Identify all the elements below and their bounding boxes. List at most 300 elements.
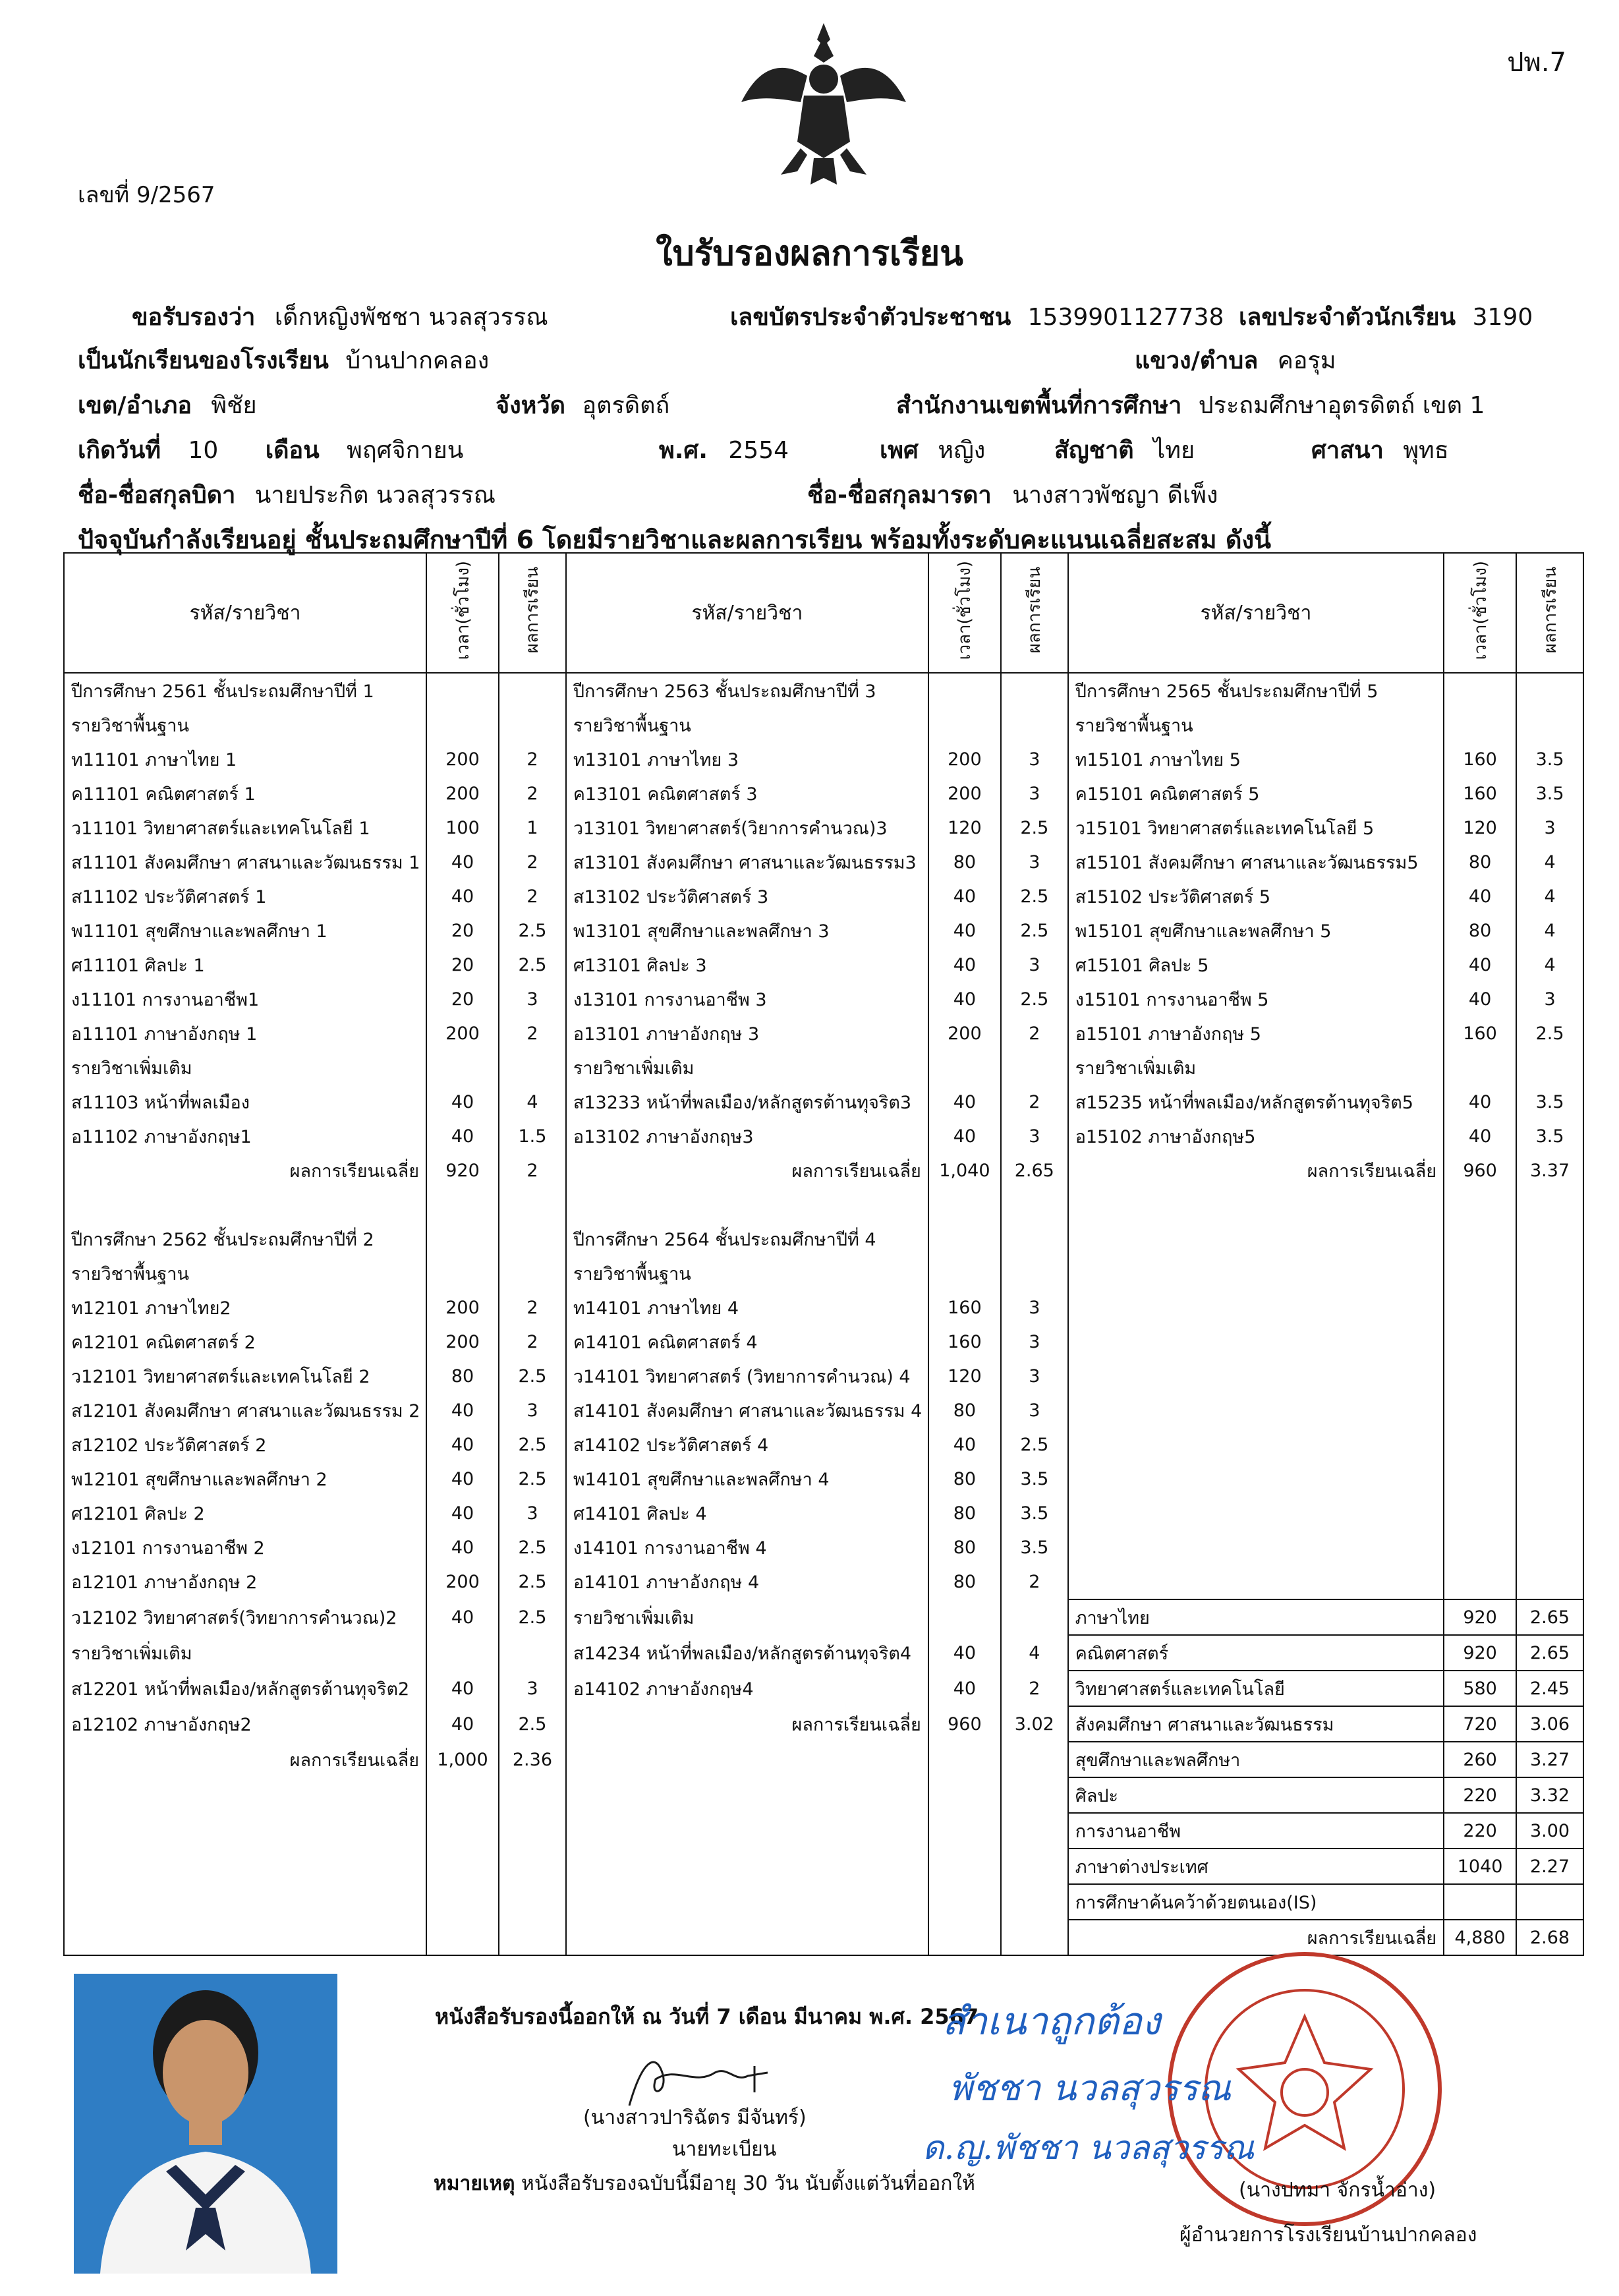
subject-cell: ภาษาไทย bbox=[1068, 1599, 1444, 1635]
subject-cell: อ11102 ภาษาอังกฤษ1 bbox=[64, 1119, 426, 1153]
hours-cell: 40 bbox=[426, 1085, 499, 1119]
hours-cell: 200 bbox=[928, 1016, 1001, 1050]
handwriting-line-2: พัชชา นวลสุวรรณ bbox=[949, 2067, 1232, 2109]
hours-cell: 40 bbox=[1444, 1119, 1516, 1153]
hours-cell: 120 bbox=[928, 1359, 1001, 1393]
subject-cell bbox=[1068, 1427, 1444, 1462]
header-grade-2: ผลการเรียน bbox=[1001, 553, 1068, 673]
grade-cell: 3 bbox=[1001, 742, 1068, 776]
subject-cell bbox=[1068, 1530, 1444, 1564]
hours-cell: 960 bbox=[1444, 1153, 1516, 1188]
grade-cell bbox=[1516, 1393, 1583, 1427]
subject-cell bbox=[566, 1920, 928, 1955]
office-label: สำนักงานเขตพื้นที่การศึกษา bbox=[896, 392, 1182, 419]
hours-cell: 40 bbox=[928, 1671, 1001, 1706]
hours-cell bbox=[1444, 673, 1516, 708]
subject-cell: ส14102 ประวัติศาสตร์ 4 bbox=[566, 1427, 928, 1462]
grade-cell bbox=[1001, 708, 1068, 742]
grade-cell: 2.5 bbox=[499, 1462, 566, 1496]
grade-cell: 2 bbox=[499, 742, 566, 776]
table-row bbox=[64, 1671, 1583, 1706]
table-row bbox=[64, 742, 1583, 776]
hours-cell: 1,040 bbox=[928, 1153, 1001, 1188]
grade-cell: 4 bbox=[1001, 1635, 1068, 1671]
subdistrict-row bbox=[1135, 341, 1336, 379]
province-row bbox=[496, 386, 669, 424]
subject-cell: อ13102 ภาษาอังกฤษ3 bbox=[566, 1119, 928, 1153]
hours-cell: 160 bbox=[1444, 1016, 1516, 1050]
hours-cell: 80 bbox=[1444, 845, 1516, 879]
subject-cell: ท13101 ภาษาไทย 3 bbox=[566, 742, 928, 776]
subject-cell: อ14102 ภาษาอังกฤษ4 bbox=[566, 1671, 928, 1706]
hours-cell bbox=[928, 1599, 1001, 1635]
subject-cell: ส12201 หน้าที่พลเมือง/หลักสูตรต้านทุจริต2 bbox=[64, 1671, 426, 1706]
subject-cell: ท15101 ภาษาไทย 5 bbox=[1068, 742, 1444, 776]
hours-cell: 100 bbox=[426, 811, 499, 845]
subject-cell: รายวิชาเพิ่มเติม bbox=[64, 1635, 426, 1671]
mother-label: ชื่อ-ชื่อสกุลมารดา bbox=[807, 482, 992, 509]
grade-cell: 3.06 bbox=[1516, 1706, 1583, 1742]
subject-cell bbox=[1068, 1393, 1444, 1427]
grade-cell: 2.5 bbox=[499, 913, 566, 948]
subject-cell: ผลการเรียนเฉลี่ย bbox=[1068, 1153, 1444, 1188]
subject-cell: ปีการศึกษา 2564 ชั้นประถมศึกษาปีที่ 4 bbox=[566, 1222, 928, 1256]
grade-cell bbox=[499, 1050, 566, 1085]
table-row bbox=[64, 845, 1583, 879]
grade-cell bbox=[1516, 1290, 1583, 1325]
grade-cell: 2.5 bbox=[499, 1427, 566, 1462]
grade-cell: 3 bbox=[1001, 1119, 1068, 1153]
hours-cell bbox=[1444, 1290, 1516, 1325]
subject-cell bbox=[64, 1813, 426, 1849]
religion-value: พุทธ bbox=[1403, 437, 1449, 464]
subject-cell: รายวิชาพื้นฐาน bbox=[64, 1256, 426, 1290]
subject-cell: อ15101 ภาษาอังกฤษ 5 bbox=[1068, 1016, 1444, 1050]
hours-cell: 720 bbox=[1444, 1706, 1516, 1742]
header-subject-2: รหัส/รายวิชา bbox=[566, 553, 928, 673]
grade-cell: 2.36 bbox=[499, 1742, 566, 1777]
hours-cell bbox=[928, 1188, 1001, 1222]
garuda-emblem-icon bbox=[735, 16, 913, 191]
hours-cell bbox=[426, 1884, 499, 1920]
subject-cell: ศ11101 ศิลปะ 1 bbox=[64, 948, 426, 982]
subject-cell: ส11103 หน้าที่พลเมือง bbox=[64, 1085, 426, 1119]
mother-row bbox=[807, 476, 1218, 513]
grade-cell: 2.65 bbox=[1516, 1599, 1583, 1635]
hours-cell bbox=[1444, 1325, 1516, 1359]
hours-cell bbox=[1444, 1530, 1516, 1564]
subject-cell bbox=[566, 1188, 928, 1222]
subject-cell: ผลการเรียนเฉลี่ย bbox=[566, 1153, 928, 1188]
subject-cell: ง12101 การงานอาชีพ 2 bbox=[64, 1530, 426, 1564]
subject-cell: ง15101 การงานอาชีพ 5 bbox=[1068, 982, 1444, 1016]
grade-cell: 2.5 bbox=[499, 1706, 566, 1742]
subject-cell: พ11101 สุขศึกษาและพลศึกษา 1 bbox=[64, 913, 426, 948]
hours-cell bbox=[426, 1777, 499, 1813]
grade-cell: 3 bbox=[1001, 1325, 1068, 1359]
student-id-row bbox=[1239, 298, 1533, 335]
hours-cell: 40 bbox=[426, 1393, 499, 1427]
hours-cell bbox=[928, 1777, 1001, 1813]
hours-cell: 40 bbox=[1444, 879, 1516, 913]
table-header-row bbox=[64, 553, 1583, 673]
hours-cell bbox=[1444, 1496, 1516, 1530]
hours-cell: 200 bbox=[426, 1325, 499, 1359]
hours-cell: 40 bbox=[426, 845, 499, 879]
hours-cell: 80 bbox=[928, 1462, 1001, 1496]
hours-cell: 40 bbox=[426, 1530, 499, 1564]
nationality-label: สัญชาติ bbox=[1054, 437, 1134, 464]
header-grade-1: ผลการเรียน bbox=[499, 553, 566, 673]
hours-cell bbox=[928, 1813, 1001, 1849]
subdistrict-label: แขวง/ตำบล bbox=[1135, 347, 1259, 374]
table-row bbox=[64, 776, 1583, 811]
hours-cell: 200 bbox=[928, 776, 1001, 811]
hours-cell: 1,000 bbox=[426, 1742, 499, 1777]
subject-cell: วิทยาศาสตร์และเทคโนโลยี bbox=[1068, 1671, 1444, 1706]
subject-cell: สุขศึกษาและพลศึกษา bbox=[1068, 1742, 1444, 1777]
hours-cell bbox=[1444, 1393, 1516, 1427]
hours-cell bbox=[928, 708, 1001, 742]
hours-cell bbox=[1444, 1564, 1516, 1599]
hours-cell: 200 bbox=[426, 1016, 499, 1050]
month-label: เดือน bbox=[265, 437, 320, 464]
birth-row bbox=[78, 431, 463, 469]
student-photo bbox=[74, 1974, 337, 2274]
grade-cell: 3.5 bbox=[1001, 1496, 1068, 1530]
hours-cell: 80 bbox=[426, 1359, 499, 1393]
grade-cell: 2.65 bbox=[1516, 1635, 1583, 1671]
hours-cell: 200 bbox=[426, 742, 499, 776]
grade-cell: 3.02 bbox=[1001, 1706, 1068, 1742]
birth-year-row bbox=[659, 431, 789, 469]
subject-cell: ค15101 คณิตศาสตร์ 5 bbox=[1068, 776, 1444, 811]
hours-cell bbox=[928, 1920, 1001, 1955]
hours-cell: 4,880 bbox=[1444, 1920, 1516, 1955]
table-row bbox=[64, 1742, 1583, 1777]
subject-cell bbox=[566, 1849, 928, 1884]
student-name: เด็กหญิงพัชชา นวลสุวรรณ bbox=[274, 304, 548, 331]
subject-cell: ค14101 คณิตศาสตร์ 4 bbox=[566, 1325, 928, 1359]
office-value: ประถมศึกษาอุตรดิตถ์ เขต 1 bbox=[1198, 392, 1485, 419]
subject-cell: ท14101 ภาษาไทย 4 bbox=[566, 1290, 928, 1325]
grade-cell: 2 bbox=[499, 1325, 566, 1359]
grade-cell: 3.5 bbox=[1001, 1462, 1068, 1496]
subject-cell: ผลการเรียนเฉลี่ย bbox=[64, 1153, 426, 1188]
nationality-row bbox=[1054, 431, 1195, 469]
subject-cell: ผลการเรียนเฉลี่ย bbox=[64, 1742, 426, 1777]
grade-cell: 2.68 bbox=[1516, 1920, 1583, 1955]
subject-cell: ค13101 คณิตศาสตร์ 3 bbox=[566, 776, 928, 811]
hours-cell: 40 bbox=[928, 982, 1001, 1016]
grade-cell bbox=[499, 708, 566, 742]
subject-cell: ผลการเรียนเฉลี่ย bbox=[1068, 1920, 1444, 1955]
grade-cell bbox=[1001, 1742, 1068, 1777]
school-label: เป็นนักเรียนของโรงเรียน bbox=[78, 347, 329, 374]
subject-cell: อ12102 ภาษาอังกฤษ2 bbox=[64, 1706, 426, 1742]
grade-cell: 3.37 bbox=[1516, 1153, 1583, 1188]
table-row bbox=[64, 1325, 1583, 1359]
hours-cell bbox=[1444, 1462, 1516, 1496]
grade-cell: 1 bbox=[499, 811, 566, 845]
subject-cell: ส11101 สังคมศึกษา ศาสนาและวัฒนธรรม 1 bbox=[64, 845, 426, 879]
subject-cell: ว15101 วิทยาศาสตร์และเทคโนโลยี 5 bbox=[1068, 811, 1444, 845]
hours-cell: 220 bbox=[1444, 1813, 1516, 1849]
hours-cell: 40 bbox=[426, 1462, 499, 1496]
grade-cell bbox=[499, 1920, 566, 1955]
table-row bbox=[64, 1016, 1583, 1050]
hours-cell: 40 bbox=[1444, 982, 1516, 1016]
province-label: จังหวัด bbox=[496, 392, 565, 419]
hours-cell: 40 bbox=[928, 1635, 1001, 1671]
grade-cell: 3.5 bbox=[1516, 1119, 1583, 1153]
father-value: นายประกิต นวลสุวรรณ bbox=[254, 482, 496, 509]
grade-cell bbox=[1516, 1256, 1583, 1290]
subject-cell: รายวิชาพื้นฐาน bbox=[1068, 708, 1444, 742]
table-row bbox=[64, 879, 1583, 913]
table-row bbox=[64, 708, 1583, 742]
hours-cell bbox=[928, 1884, 1001, 1920]
issue-date: หนังสือรับรองนี้ออกให้ ณ วันที่ 7 เดือน มีนาคม พ.ศ. 2567 bbox=[435, 2004, 979, 2029]
grade-cell: 3 bbox=[499, 1393, 566, 1427]
grade-cell bbox=[499, 1222, 566, 1256]
subject-cell: ส12102 ประวัติศาสตร์ 2 bbox=[64, 1427, 426, 1462]
grade-cell bbox=[1516, 1462, 1583, 1496]
grade-cell: 3.27 bbox=[1516, 1742, 1583, 1777]
subject-cell: ว13101 วิทยาศาสตร์(วิยาการคำนวณ)3 bbox=[566, 811, 928, 845]
district-row bbox=[78, 386, 257, 424]
subject-cell: ส14234 หน้าที่พลเมือง/หลักสูตรต้านทุจริต4 bbox=[566, 1635, 928, 1671]
hours-cell: 80 bbox=[928, 1496, 1001, 1530]
grade-cell: 2 bbox=[499, 845, 566, 879]
handwriting-line-1: สำเนาถูกต้อง bbox=[942, 1999, 1161, 2044]
subject-cell bbox=[1068, 1496, 1444, 1530]
hours-cell: 260 bbox=[1444, 1742, 1516, 1777]
hours-cell: 40 bbox=[928, 1085, 1001, 1119]
grade-cell: 2.5 bbox=[1001, 913, 1068, 948]
header-subject-3: รหัส/รายวิชา bbox=[1068, 553, 1444, 673]
grade-cell bbox=[1516, 1359, 1583, 1393]
birth-day: 10 bbox=[188, 437, 219, 464]
table-row bbox=[64, 1599, 1583, 1635]
grade-cell: 2.5 bbox=[499, 1530, 566, 1564]
header-hours-2: เวลา(ชั่วโมง) bbox=[928, 553, 1001, 673]
grade-cell bbox=[1001, 1050, 1068, 1085]
id-card-label: เลขบัตรประจำตัวประชาชน bbox=[730, 304, 1011, 331]
grade-cell: 2 bbox=[1001, 1085, 1068, 1119]
grade-cell bbox=[1001, 1849, 1068, 1884]
grade-cell: 3 bbox=[1516, 982, 1583, 1016]
hours-cell: 20 bbox=[426, 948, 499, 982]
table-row bbox=[64, 1119, 1583, 1153]
grade-cell: 2 bbox=[1001, 1564, 1068, 1599]
hours-cell: 80 bbox=[928, 845, 1001, 879]
hours-cell bbox=[1444, 1884, 1516, 1920]
grade-cell bbox=[499, 1849, 566, 1884]
table-row bbox=[64, 1427, 1583, 1462]
remark bbox=[434, 2168, 975, 2199]
subject-cell: ส12101 สังคมศึกษา ศาสนาและวัฒนธรรม 2 bbox=[64, 1393, 426, 1427]
subject-cell: ส15102 ประวัติศาสตร์ 5 bbox=[1068, 879, 1444, 913]
subject-cell: รายวิชาพื้นฐาน bbox=[566, 1256, 928, 1290]
subject-cell: ว14101 วิทยาศาสตร์ (วิทยาการคำนวณ) 4 bbox=[566, 1359, 928, 1393]
grade-cell: 3 bbox=[1001, 845, 1068, 879]
table-row bbox=[64, 673, 1583, 708]
hours-cell bbox=[426, 1188, 499, 1222]
registrar-title: นายทะเบียน bbox=[672, 2138, 777, 2161]
table-row bbox=[64, 982, 1583, 1016]
table-row bbox=[64, 1530, 1583, 1564]
table-row bbox=[64, 1564, 1583, 1599]
subject-cell: ท12101 ภาษาไทย2 bbox=[64, 1290, 426, 1325]
subject-cell: ปีการศึกษา 2565 ชั้นประถมศึกษาปีที่ 5 bbox=[1068, 673, 1444, 708]
hours-cell: 80 bbox=[928, 1564, 1001, 1599]
father-label: ชื่อ-ชื่อสกุลบิดา bbox=[78, 482, 236, 509]
subject-cell: ง14101 การงานอาชีพ 4 bbox=[566, 1530, 928, 1564]
subject-cell bbox=[1068, 1256, 1444, 1290]
grade-cell: 3.5 bbox=[1516, 742, 1583, 776]
grade-cell bbox=[1001, 1813, 1068, 1849]
grade-cell bbox=[1001, 1777, 1068, 1813]
subject-cell: รายวิชาเพิ่มเติม bbox=[566, 1050, 928, 1085]
grade-cell bbox=[1516, 1188, 1583, 1222]
table-row bbox=[64, 1393, 1583, 1427]
subject-cell: การงานอาชีพ bbox=[1068, 1813, 1444, 1849]
certify-row bbox=[132, 298, 548, 335]
hours-cell bbox=[426, 1849, 499, 1884]
hours-cell: 1040 bbox=[1444, 1849, 1516, 1884]
religion-label: ศาสนา bbox=[1311, 437, 1384, 464]
grade-cell bbox=[499, 1635, 566, 1671]
grade-cell: 4 bbox=[1516, 845, 1583, 879]
subject-cell: อ12101 ภาษาอังกฤษ 2 bbox=[64, 1564, 426, 1599]
hours-cell: 960 bbox=[928, 1706, 1001, 1742]
subject-cell bbox=[64, 1920, 426, 1955]
grade-cell bbox=[499, 1256, 566, 1290]
handwriting-line-3: ด.ญ.พัชชา นวลสุวรรณ bbox=[923, 2129, 1255, 2167]
grade-cell: 4 bbox=[1516, 879, 1583, 913]
grade-cell: 2 bbox=[499, 776, 566, 811]
subject-cell: ศ14101 ศิลปะ 4 bbox=[566, 1496, 928, 1530]
grade-cell bbox=[1001, 1599, 1068, 1635]
school-value: บ้านปากคลอง bbox=[345, 347, 490, 374]
registrar-name: (นางสาวปาริฉัตร มีจันทร์) bbox=[583, 2106, 807, 2129]
subject-cell: ศ15101 ศิลปะ 5 bbox=[1068, 948, 1444, 982]
grade-cell: 2 bbox=[499, 1016, 566, 1050]
hours-cell bbox=[928, 1742, 1001, 1777]
grade-cell: 3 bbox=[1001, 1290, 1068, 1325]
remark-text: หนังสือรับรองฉบับนี้มีอายุ 30 วัน นับตั้งแต่วันที่ออกให้ bbox=[521, 2172, 975, 2195]
grade-cell: 3 bbox=[1001, 1359, 1068, 1393]
document-number-value: 9/2567 bbox=[136, 182, 215, 208]
subject-cell: ค11101 คณิตศาสตร์ 1 bbox=[64, 776, 426, 811]
table-row bbox=[64, 1153, 1583, 1188]
grade-cell: 2.5 bbox=[1516, 1016, 1583, 1050]
subject-cell: พ13101 สุขศึกษาและพลศึกษา 3 bbox=[566, 913, 928, 948]
hours-cell bbox=[928, 1849, 1001, 1884]
hours-cell bbox=[1444, 1050, 1516, 1085]
hours-cell: 160 bbox=[1444, 776, 1516, 811]
hours-cell: 40 bbox=[928, 1427, 1001, 1462]
school-row bbox=[78, 341, 489, 379]
hours-cell: 580 bbox=[1444, 1671, 1516, 1706]
subject-cell bbox=[64, 1777, 426, 1813]
hours-cell: 40 bbox=[426, 1599, 499, 1635]
subject-cell bbox=[566, 1777, 928, 1813]
grade-cell: 2.5 bbox=[499, 1359, 566, 1393]
hours-cell: 920 bbox=[1444, 1635, 1516, 1671]
grade-cell bbox=[1001, 1884, 1068, 1920]
subject-cell bbox=[1068, 1462, 1444, 1496]
grade-cell: 2.45 bbox=[1516, 1671, 1583, 1706]
table-row bbox=[64, 1777, 1583, 1813]
subject-cell: อ15102 ภาษาอังกฤษ5 bbox=[1068, 1119, 1444, 1153]
subject-cell bbox=[64, 1884, 426, 1920]
grade-cell bbox=[1516, 1427, 1583, 1462]
table-row bbox=[64, 1050, 1583, 1085]
hours-cell: 40 bbox=[426, 1671, 499, 1706]
hours-cell: 200 bbox=[426, 776, 499, 811]
table-row bbox=[64, 1849, 1583, 1884]
hours-cell: 120 bbox=[1444, 811, 1516, 845]
birth-month: พฤศจิกายน bbox=[347, 437, 464, 464]
subject-cell: ศ13101 ศิลปะ 3 bbox=[566, 948, 928, 982]
mother-value: นางสาวพัชญา ดีเพ็ง bbox=[1012, 482, 1218, 509]
grade-cell: 1.5 bbox=[499, 1119, 566, 1153]
grade-cell bbox=[1516, 1564, 1583, 1599]
religion-row bbox=[1311, 431, 1449, 469]
grade-cell: 4 bbox=[1516, 948, 1583, 982]
table-row bbox=[64, 1635, 1583, 1671]
subject-cell: ศ12101 ศิลปะ 2 bbox=[64, 1496, 426, 1530]
grade-cell bbox=[1516, 1496, 1583, 1530]
subject-cell bbox=[1068, 1290, 1444, 1325]
subject-cell: ค12101 คณิตศาสตร์ 2 bbox=[64, 1325, 426, 1359]
hours-cell bbox=[1444, 1359, 1516, 1393]
subject-cell bbox=[566, 1813, 928, 1849]
table-row bbox=[64, 1496, 1583, 1530]
page-title: ใบรับรองผลการเรียน bbox=[656, 234, 963, 273]
student-id-label: เลขประจำตัวนักเรียน bbox=[1239, 304, 1456, 331]
grade-cell: 3 bbox=[499, 1496, 566, 1530]
grade-cell: 2.5 bbox=[499, 948, 566, 982]
grade-cell: 3 bbox=[499, 1671, 566, 1706]
subject-cell: พ15101 สุขศึกษาและพลศึกษา 5 bbox=[1068, 913, 1444, 948]
certify-label: ขอรับรองว่า bbox=[132, 304, 256, 331]
table-row bbox=[64, 1222, 1583, 1256]
subject-cell: รายวิชาพื้นฐาน bbox=[64, 708, 426, 742]
table-row bbox=[64, 948, 1583, 982]
grade-cell bbox=[1516, 673, 1583, 708]
subject-cell bbox=[1068, 1325, 1444, 1359]
subject-cell bbox=[64, 1849, 426, 1884]
grade-cell: 4 bbox=[1516, 913, 1583, 948]
grade-cell: 3 bbox=[1001, 776, 1068, 811]
header-hours-1: เวลา(ชั่วโมง) bbox=[426, 553, 499, 673]
grades-table bbox=[63, 552, 1584, 1956]
grade-cell bbox=[499, 673, 566, 708]
hours-cell bbox=[1444, 1427, 1516, 1462]
grade-cell: 2 bbox=[499, 1153, 566, 1188]
district-value: พิชัย bbox=[211, 392, 257, 419]
table-row bbox=[64, 1462, 1583, 1496]
grade-cell: 2.5 bbox=[499, 1599, 566, 1635]
subject-cell: ปีการศึกษา 2561 ชั้นประถมศึกษาปีที่ 1 bbox=[64, 673, 426, 708]
subject-cell: การศึกษาค้นคว้าด้วยตนเอง(IS) bbox=[1068, 1884, 1444, 1920]
hours-cell bbox=[426, 1050, 499, 1085]
grade-cell bbox=[1001, 1188, 1068, 1222]
hours-cell: 80 bbox=[1444, 913, 1516, 948]
